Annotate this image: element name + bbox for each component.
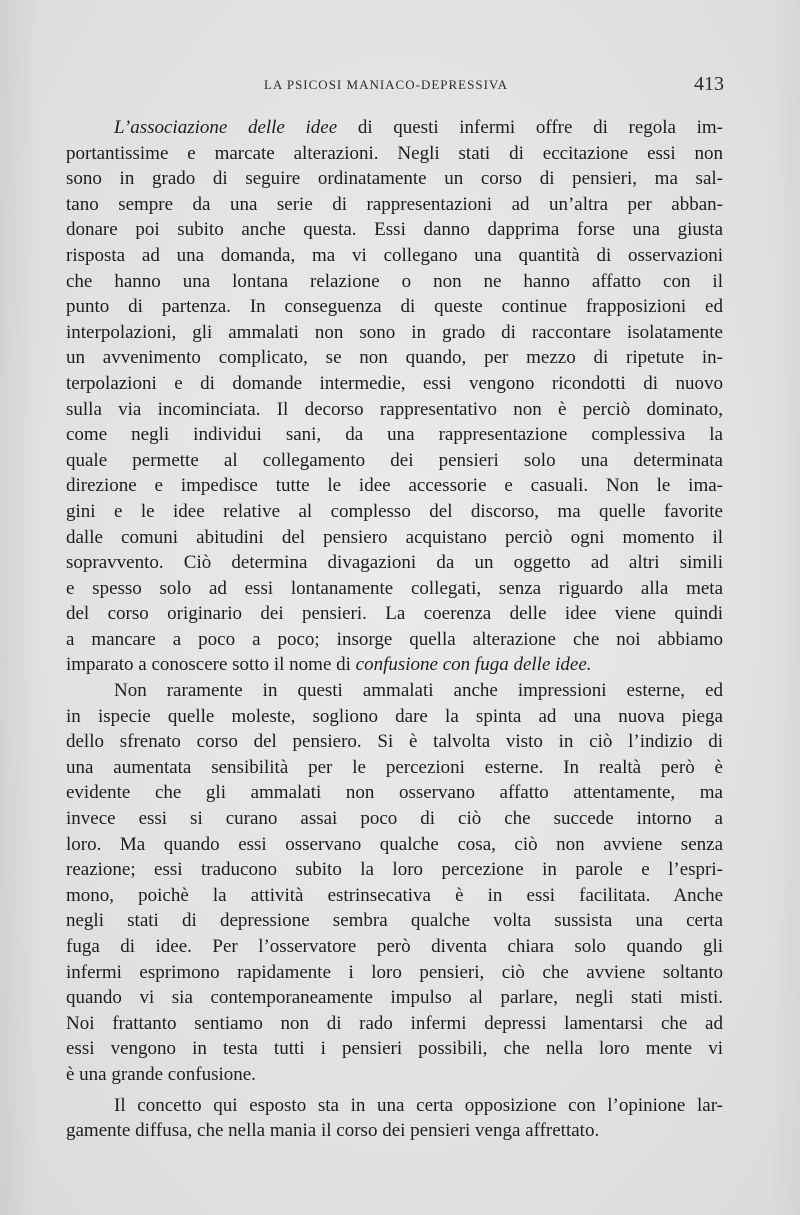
- text-line: sono in grado di seguire ordinatamente un corso di pensieri, ma sal-: [66, 168, 723, 190]
- text-line: Noi frattanto sentiamo non di rado infermi depressi lamentarsi che ad: [66, 1012, 723, 1034]
- text-line: dalle comuni abitudini del pensiero acquistano perciò ogni momento il: [66, 526, 723, 548]
- text-line: risposta ad una domanda, ma vi collegano una quantità di osservazioni: [66, 244, 723, 266]
- text-line: loro. Ma quando essi osservano qualche cosa, ciò non avviene senza: [66, 833, 723, 855]
- text-line: in ispecie quelle moleste, sogliono dare la spinta ad una nuova piega: [66, 705, 723, 727]
- text-line: terpolazioni e di domande intermedie, essi vengono ricondotti di nuovo: [66, 372, 723, 394]
- text-line: dello sfrenato corso del pensiero. Si è talvolta visto in ciò l’indizio di: [66, 731, 723, 753]
- text-line: negli stati di depressione sembra qualche volta sussista una certa: [66, 910, 723, 932]
- text-line: un avvenimento complicato, se non quando, per mezzo di ripetute in-: [66, 347, 723, 369]
- text-line: interpolazioni, gli ammalati non sono in grado di raccontare isolatamente: [66, 321, 723, 343]
- body-text: [66, 115, 723, 1144]
- text-line: gini e le idee relative al complesso del discorso, ma quelle favorite: [66, 500, 723, 522]
- text-line: portantissime e marcate alterazioni. Negli stati di eccitazione essi non: [66, 142, 723, 164]
- text-line: una aumentata sensibilità per le percezioni esterne. In realtà però è: [66, 756, 723, 778]
- text-line: a mancare a poco a poco; insorge quella alterazione che noi abbiamo: [66, 628, 723, 650]
- text-line: invece essi si curano assai poco di ciò che succede intorno a: [66, 808, 723, 830]
- text-line: [66, 115, 723, 141]
- italic-text: confusione con fuga delle idee.: [355, 654, 592, 676]
- text-line: è una grande confusione.: [66, 1063, 256, 1085]
- italic-text: L’associazione delle idee: [114, 117, 338, 138]
- text-line: Non raramente in questi ammalati anche impressioni esterne, ed: [114, 680, 723, 702]
- text-line: quale permette al collegamento dei pensieri solo una determinata: [66, 449, 723, 471]
- paragraph: [66, 678, 723, 1088]
- running-head: LA PSICOSI MANIACO-DEPRESSIVA: [263, 77, 509, 92]
- text-line: come negli individui sani, da una rappresentazione complessiva la: [66, 424, 723, 446]
- text-line: direzione e impedisce tutte le idee accessorie e casuali. Non le ima-: [66, 475, 723, 497]
- text-line: donare poi subito anche questa. Essi danno dapprima forse una giusta: [66, 219, 723, 241]
- paragraph: [66, 115, 723, 678]
- text-segment: imparato a conoscere sotto il nome di: [66, 654, 356, 676]
- page-number: 413: [694, 73, 724, 95]
- text-line: evidente che gli ammalati non osservano affatto attentamente, ma: [66, 782, 723, 804]
- text-line: [66, 652, 723, 678]
- text-line: del corso originario dei pensieri. La coerenza delle idee viene quindi: [66, 603, 723, 625]
- text-segment: di questi infermi offre di regola im-: [337, 117, 723, 138]
- text-line: Il concetto qui esposto sta in una certa opposizione con l’opinione lar-: [114, 1094, 723, 1116]
- text-line: e spesso solo ad essi lontanamente collegati, senza riguardo alla meta: [66, 577, 723, 599]
- text-line: fuga di idee. Per l’osservatore però diventa chiara solo quando gli: [66, 936, 723, 957]
- text-line: reazione; essi traducono subito la loro percezione in parole e l’espri-: [66, 859, 723, 881]
- text-line: punto di partenza. In conseguenza di queste continue frapposizioni ed: [66, 296, 723, 318]
- text-line: mono, poichè la attività estrinsecativa è in essi facilitata. Anche: [66, 884, 723, 906]
- text-line: essi vengono in testa tutti i pensieri possibili, che nella loro mente vi: [66, 1038, 723, 1060]
- paragraph: [66, 1093, 723, 1144]
- text-line: infermi esprimono rapidamente i loro pensieri, ciò che avviene soltanto: [66, 961, 723, 983]
- text-line: tano sempre da una serie di rappresentazioni ad un’altra per abban-: [66, 193, 723, 215]
- text-line: sopravvento. Ciò determina divagazioni da un oggetto ad altri simili: [66, 552, 723, 574]
- text-line: gamente diffusa, che nella mania il corso dei pensieri venga affrettato.: [66, 1120, 600, 1142]
- text-line: che hanno una lontana relazione o non ne hanno affatto con il: [66, 270, 723, 292]
- text-line: sulla via incominciata. Il decorso rappresentativo non è perciò dominato,: [66, 398, 723, 420]
- text-line: quando vi sia contemporaneamente impulso al parlare, negli stati misti.: [66, 987, 723, 1009]
